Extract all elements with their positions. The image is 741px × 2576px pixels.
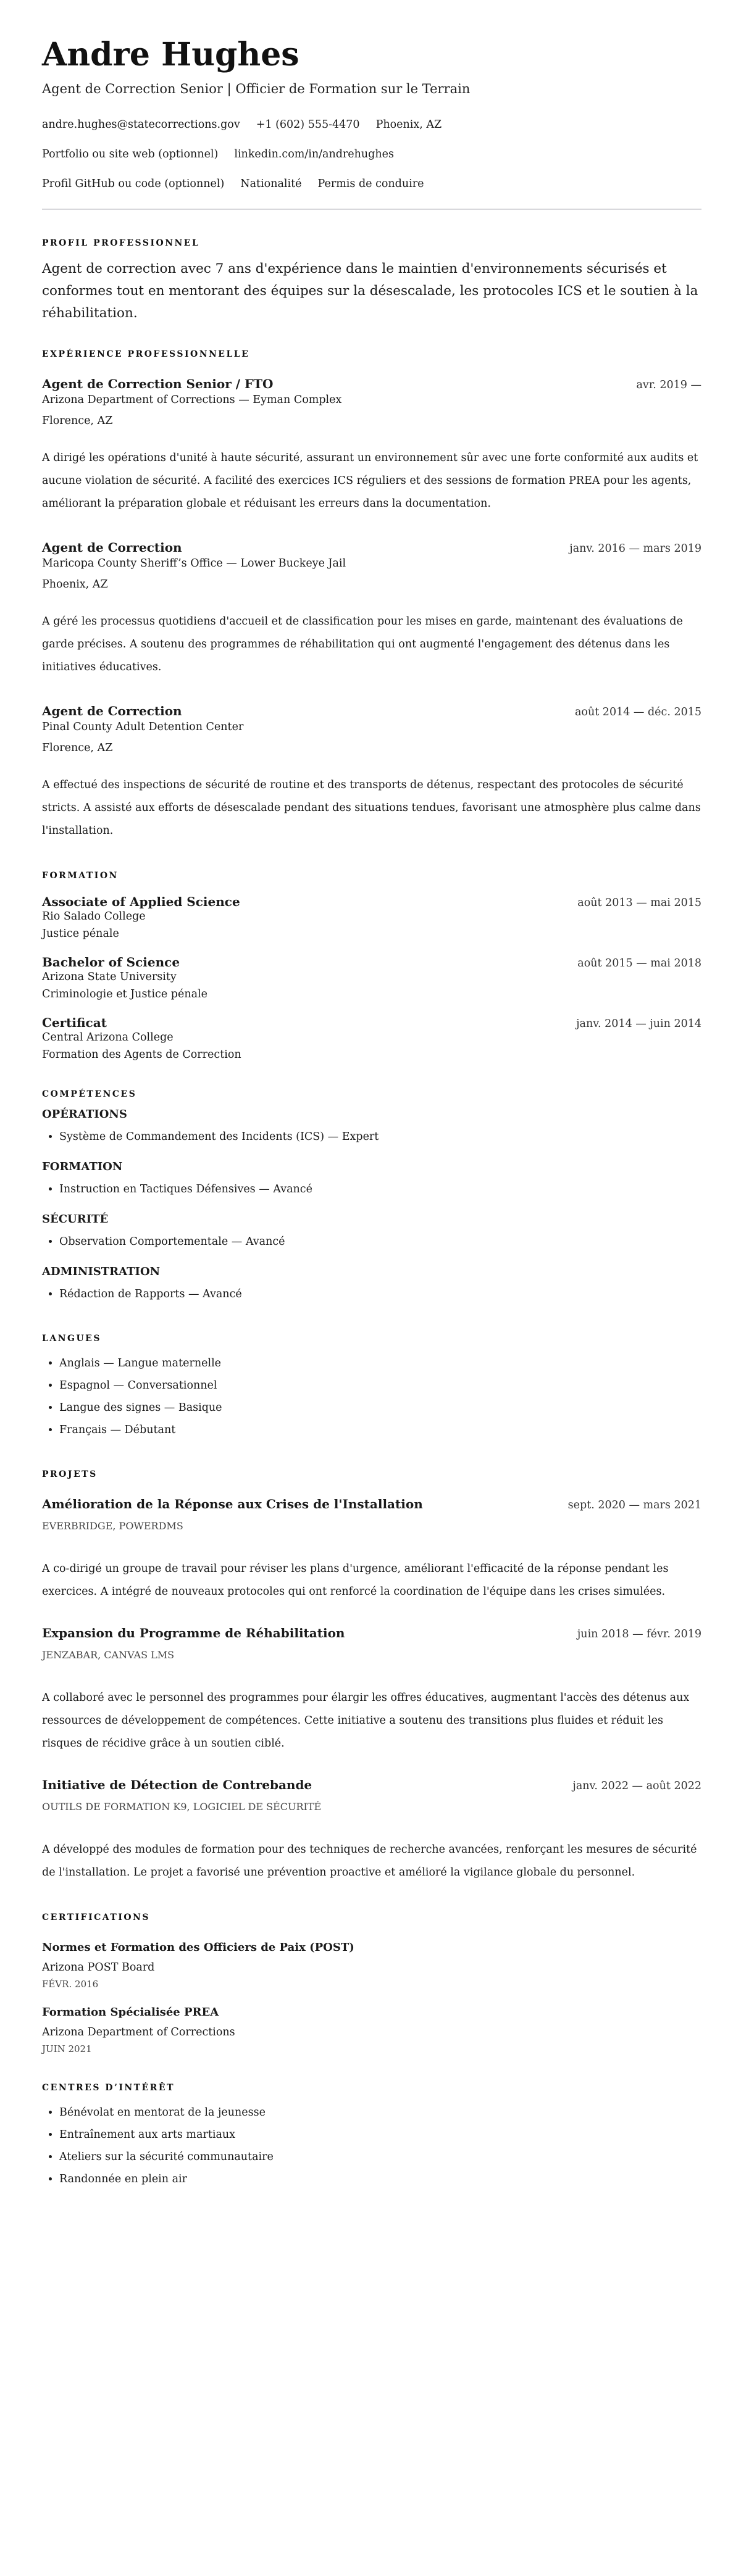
interest-item: • Bénévolat en mentorat de la jeunesse: [59, 2101, 701, 2124]
skill-category: SÉCURITÉ: [42, 1213, 109, 1226]
entry-header: [42, 540, 701, 555]
job-location: Florence, AZ: [42, 415, 113, 428]
skill-item: • Instruction en Tactiques Défensives — Avancé: [59, 1178, 701, 1200]
contact-row: [42, 110, 701, 139]
interest-item: • Ateliers sur la sécurité communautaire: [59, 2146, 701, 2168]
phone: +1 (602) 555-4470: [256, 118, 360, 131]
experience-section: [42, 349, 701, 842]
skill-list: [42, 1231, 701, 1253]
entry-header: [42, 704, 701, 718]
education-dates: janv. 2014 — juin 2014: [576, 1018, 701, 1031]
education-entry: [42, 955, 701, 1000]
contact-row: [42, 169, 701, 199]
field-of-study: Formation des Agents de Correction: [42, 1049, 241, 1062]
linkedin-link[interactable]: linkedin.com/in/andrehughes: [234, 148, 394, 161]
job-description: A géré les processus quotidiens d'accueil et de classification pour les mises en garde, maintenant des évaluations de garde précises. A soutenu des programmes de réhabilitation qui ont augmenté l'engagement des détenus dans les initiatives éducatives.: [42, 615, 683, 674]
language-item: • Langue des signes — Basique: [59, 1397, 701, 1419]
certification-name: Formation Spécialisée PREA: [42, 2006, 219, 2019]
contact-row: [42, 139, 701, 169]
job-location: Florence, AZ: [42, 742, 113, 755]
project-title: Expansion du Programme de Réhabilitation: [42, 1626, 345, 1641]
experience-entry: [42, 704, 701, 842]
education-entry: [42, 1015, 701, 1061]
experience-entry: [42, 540, 701, 679]
degree: Certificat: [42, 1015, 107, 1031]
header-divider: [42, 209, 701, 210]
candidate-title: Agent de Correction Senior | Officier de Formation sur le Terrain: [42, 81, 471, 97]
employer: Pinal County Adult Detention Center: [42, 721, 244, 734]
skills-section: [42, 1089, 701, 1305]
project-entry: [42, 1626, 701, 1755]
project-dates: juin 2018 — févr. 2019: [577, 1628, 701, 1641]
field-of-study: Justice pénale: [42, 928, 119, 941]
school: Central Arizona College: [42, 1031, 174, 1044]
employer: Arizona Department of Corrections — Eyman Complex: [42, 394, 342, 407]
skill-category: ADMINISTRATION: [42, 1265, 161, 1279]
school: Arizona State University: [42, 971, 177, 984]
education-entry: [42, 894, 701, 940]
project-title: Initiative de Détection de Contrebande: [42, 1777, 312, 1793]
project-entry: [42, 1497, 701, 1603]
resume-header: [42, 36, 701, 210]
candidate-name: Andre Hughes: [42, 36, 299, 73]
skill-item: • Système de Commandement des Incidents (ICS) — Expert: [59, 1126, 701, 1148]
project-description: A collaboré avec le personnel des programmes pour élargir les offres éducatives, augmentant l'accès des détenus aux ressources de développement de compétences. Cette initiative a soutenu des transitions plus fluides et réduit les risques de récidive grâce à un soutien ciblé.: [42, 1692, 690, 1750]
skill-category: OPÉRATIONS: [42, 1108, 127, 1121]
entry-header: [42, 1497, 701, 1511]
language-item: • Anglais — Langue maternelle: [59, 1352, 701, 1374]
job-dates: août 2014 — déc. 2015: [574, 706, 701, 719]
languages-list: [42, 1352, 701, 1441]
entry-header: [42, 1777, 701, 1792]
section-heading: EXPÉRIENCE PROFESSIONNELLE: [42, 349, 250, 360]
project-description: A développé des modules de formation pour des techniques de recherche avancées, renforçant les mesures de sécurité de l'installation. Le projet a favorisé une prévention proactive et amélioré la vigilance globale du personnel.: [42, 1843, 697, 1879]
portfolio-link[interactable]: Portfolio ou site web (optionnel): [42, 148, 219, 161]
section-heading: PROJETS: [42, 1469, 98, 1480]
job-description: A effectué des inspections de sécurité de routine et des transports de détenus, respectant des protocoles de sécurité stricts. A assisté aux efforts de désescalade pendant des situations tendues, favorisant une atmosphère plus calme dans l'installation.: [42, 779, 701, 837]
entry-header: [42, 376, 701, 391]
project-entry: [42, 1777, 701, 1884]
job-dates: avr. 2019 —: [636, 379, 701, 392]
skill-item: • Observation Comportementale — Avancé: [59, 1231, 701, 1253]
job-description: A dirigé les opérations d'unité à haute sécurité, assurant un environnement sûr avec une forte conformité aux audits et aucune violation de sécurité. A facilité des exercices ICS réguliers et des sessions de formation PREA pour les agents, améliorant la préparation globale et réduisant les erreurs dans la documentation.: [42, 452, 698, 510]
experience-entry: [42, 376, 701, 515]
entry-header: [42, 1626, 701, 1640]
certification-name: Normes et Formation des Officiers de Paix (POST): [42, 1941, 354, 1955]
section-heading: LANGUES: [42, 1334, 101, 1344]
section-heading: CERTIFICATIONS: [42, 1913, 150, 1923]
languages-section: [42, 1334, 701, 1441]
nationality: Nationalité: [240, 178, 302, 191]
section-heading: CENTRES D’INTÉRÊT: [42, 2083, 175, 2093]
certification-entry: [42, 1941, 701, 1990]
summary-text: Agent de correction avec 7 ans d'expérience dans le maintien d'environnements sécurisés et conformes tout en mentorant des équipes sur la désescalade, les protocoles ICS et le soutien à la réhabilitation.: [42, 261, 698, 322]
education-section: [42, 871, 701, 1061]
projects-section: [42, 1469, 701, 1884]
entry-header: [42, 894, 701, 909]
certification-entry: [42, 2006, 701, 2055]
entry-header: [42, 955, 701, 970]
employer: Maricopa County Sheriff’s Office — Lower Buckeye Jail: [42, 557, 346, 570]
language-item: • Français — Débutant: [59, 1419, 701, 1441]
driving-license: Permis de conduire: [317, 178, 424, 191]
interests-section: [42, 2083, 701, 2190]
certification-date: JUIN 2021: [42, 2043, 92, 2055]
email-link[interactable]: andre.hughes@statecorrections.gov: [42, 118, 240, 131]
interest-item: • Entraînement aux arts martiaux: [59, 2124, 701, 2146]
school: Rio Salado College: [42, 910, 146, 923]
skill-list: [42, 1178, 701, 1200]
skill-item: • Rédaction de Rapports — Avancé: [59, 1283, 701, 1305]
field-of-study: Criminologie et Justice pénale: [42, 988, 207, 1001]
project-description: A co-dirigé un groupe de travail pour réviser les plans d'urgence, améliorant l'efficacité de la réponse pendant les exercices. A intégré de nouveaux protocoles qui ont renforcé la coordination de l'équipe dans les crises simulées.: [42, 1563, 669, 1598]
job-title: Agent de Correction Senior / FTO: [42, 376, 274, 392]
entry-header: [42, 1015, 701, 1030]
section-heading: FORMATION: [42, 871, 119, 881]
skill-list: [42, 1126, 701, 1148]
education-dates: août 2013 — mai 2015: [577, 897, 701, 910]
project-dates: sept. 2020 — mars 2021: [567, 1499, 701, 1512]
job-location: Phoenix, AZ: [42, 578, 108, 591]
skill-list: [42, 1283, 701, 1305]
certification-issuer: Arizona POST Board: [42, 1961, 155, 1974]
interest-item: • Randonnée en plein air: [59, 2168, 701, 2190]
project-title: Amélioration de la Réponse aux Crises de l'Installation: [42, 1497, 423, 1512]
github-link[interactable]: Profil GitHub ou code (optionnel): [42, 178, 225, 191]
project-dates: janv. 2022 — août 2022: [572, 1780, 701, 1793]
summary-section: [42, 238, 701, 325]
job-title: Agent de Correction: [42, 704, 182, 719]
section-heading: COMPÉTENCES: [42, 1089, 137, 1100]
section-heading: PROFIL PROFESSIONNEL: [42, 238, 200, 249]
job-dates: janv. 2016 — mars 2019: [569, 542, 701, 555]
certifications-section: [42, 1913, 701, 2055]
certification-date: FÉVR. 2016: [42, 1979, 99, 1990]
project-tags: JENZABAR, CANVAS LMS: [42, 1649, 175, 1661]
contact-info: [42, 110, 701, 199]
job-title: Agent de Correction: [42, 540, 182, 555]
project-tags: EVERBRIDGE, POWERDMS: [42, 1520, 183, 1532]
degree: Bachelor of Science: [42, 955, 180, 970]
interests-list: [42, 2101, 701, 2190]
location: Phoenix, AZ: [375, 118, 442, 131]
project-tags: OUTILS DE FORMATION K9, LOGICIEL DE SÉCURITÉ: [42, 1801, 322, 1813]
skill-category: FORMATION: [42, 1160, 123, 1174]
language-item: • Espagnol — Conversationnel: [59, 1374, 701, 1397]
certification-issuer: Arizona Department of Corrections: [42, 2026, 235, 2039]
education-dates: août 2015 — mai 2018: [577, 957, 701, 970]
degree: Associate of Applied Science: [42, 894, 240, 910]
